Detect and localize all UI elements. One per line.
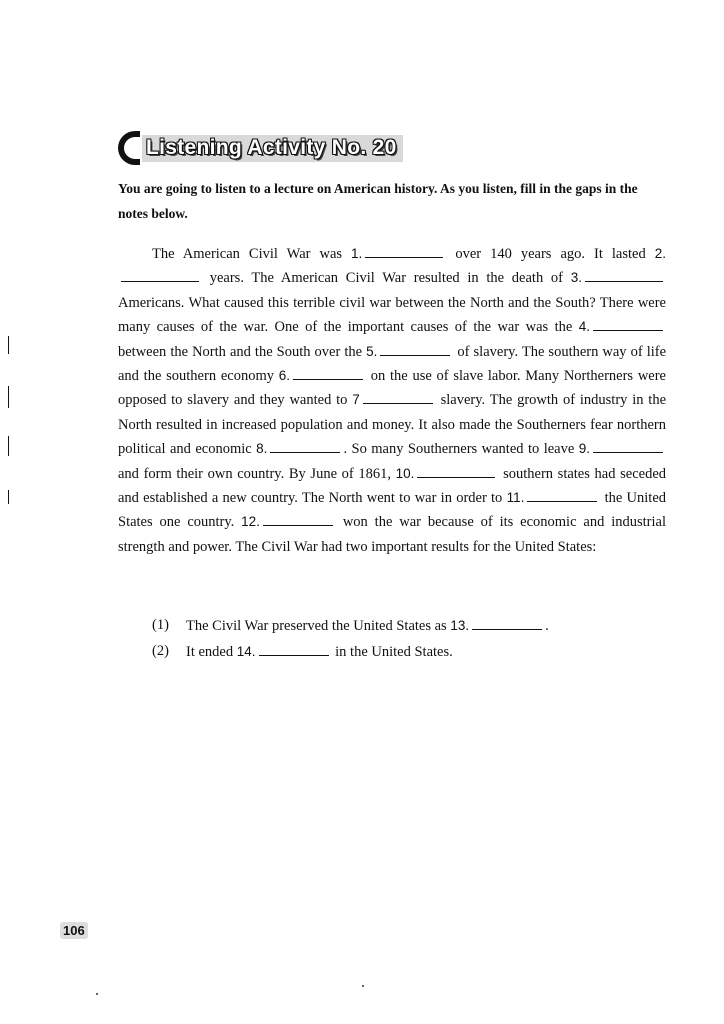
- margin-scan-mark: [8, 490, 9, 504]
- passage-text: on the use of slave labor. Many Northerners were opposed to slavery and they wanted to: [118, 368, 666, 409]
- passage-text: between the North and the South over the: [118, 343, 363, 360]
- activity-title-banner: [118, 131, 403, 165]
- result-item-1: [152, 613, 672, 639]
- passage-text: over 140 years ago. It lasted: [455, 246, 646, 262]
- result-text: [186, 639, 453, 665]
- passage-text: southern states had seceded and established a new country. The North went to war in order to: [118, 465, 666, 507]
- gap-number-6: 6.: [278, 368, 290, 384]
- margin-scan-mark: [8, 336, 9, 354]
- gap-blank-10[interactable]: [417, 463, 495, 478]
- gap-blank-7[interactable]: [363, 389, 433, 404]
- gap-blank-3[interactable]: [585, 267, 663, 282]
- result-text: [186, 613, 549, 639]
- passage-text: won the war because of its economic and industrial strength and power. The Civil War had two important results for the United States:: [118, 514, 666, 555]
- results-list: [152, 613, 672, 665]
- gap-number-4: 4.: [578, 319, 591, 335]
- gap-blank-8[interactable]: [270, 438, 340, 453]
- result-item-2: [152, 639, 672, 665]
- margin-scan-mark: [8, 436, 9, 456]
- gap-blank-9[interactable]: [593, 438, 663, 453]
- gap-number-1: 1.: [351, 246, 363, 261]
- scan-dot: [362, 985, 364, 987]
- gap-blank-13[interactable]: [472, 615, 542, 630]
- result-marker: (1): [152, 617, 169, 633]
- result-text-before: It ended: [186, 644, 234, 660]
- gap-blank-2[interactable]: [121, 267, 199, 282]
- gap-number-12: 12.: [241, 514, 260, 530]
- result-text-before: The Civil War preserved the United States as: [186, 618, 447, 634]
- passage-text: The American Civil War was: [152, 246, 343, 262]
- title-bracket-icon: [118, 131, 140, 165]
- gap-blank-11[interactable]: [527, 487, 597, 502]
- gap-number-10: 10.: [395, 465, 415, 481]
- passage-text: . So many Southerners wanted to leave: [343, 441, 575, 458]
- passage-text: years. The American Civil War resulted in the death of: [209, 270, 564, 287]
- passage-text: slavery. The growth of industry in the North resulted in increased population and money. It also made the Southerners fear northern political and economic: [118, 392, 667, 458]
- gap-number-3: 3.: [570, 270, 583, 286]
- activity-title: Listening Activity No. 20: [142, 135, 403, 162]
- gap-blank-14[interactable]: [259, 641, 329, 656]
- gap-blank-12[interactable]: [263, 511, 333, 526]
- result-text-after: in the United States.: [335, 644, 453, 660]
- gap-blank-4[interactable]: [593, 316, 663, 331]
- gap-number-9: 9.: [578, 441, 591, 457]
- passage-text: and form their own country. By June of 1861,: [118, 465, 391, 482]
- gap-number-14: 14.: [236, 644, 256, 659]
- gap-number-7: 7: [352, 392, 360, 408]
- instructions: You are going to listen to a lecture on American history. As you listen, fill in the gaps in the notes below.: [118, 181, 638, 221]
- passage-text: the United States one country.: [118, 490, 666, 531]
- gap-number-8: 8.: [256, 441, 268, 457]
- result-marker: (2): [152, 643, 169, 659]
- scan-dot: [96, 993, 98, 995]
- lecture-notes-passage: [118, 242, 666, 559]
- gap-blank-6[interactable]: [293, 365, 363, 380]
- gap-number-5: 5.: [366, 343, 378, 359]
- gap-blank-1[interactable]: [365, 243, 443, 258]
- gap-number-13: 13.: [450, 618, 470, 633]
- passage-text: Americans. What caused this terrible civil war between the North and the South? There were many causes of the war. One of the important causes of the war was the: [118, 294, 666, 336]
- gap-blank-5[interactable]: [380, 341, 450, 356]
- result-text-after: .: [545, 618, 549, 634]
- gap-number-2: 2.: [654, 246, 667, 261]
- gap-number-11: 11.: [506, 490, 525, 506]
- margin-scan-mark: [8, 386, 9, 408]
- passage-text: of slavery. The southern way of life and the southern economy: [118, 343, 667, 385]
- page-number: 106: [60, 922, 88, 939]
